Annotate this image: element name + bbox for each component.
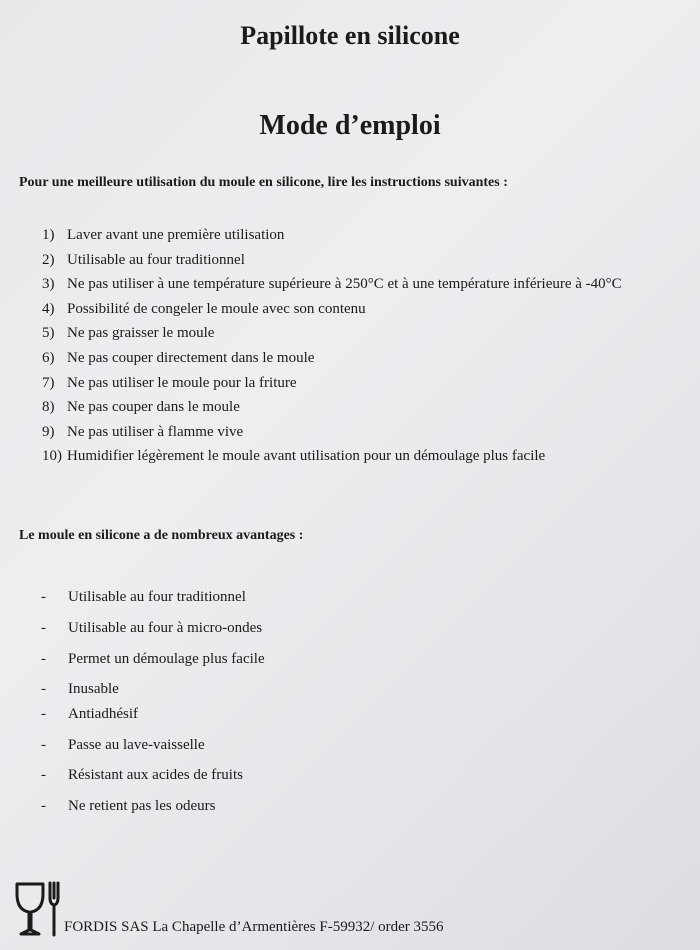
item-number: 1) — [42, 227, 55, 243]
bullet-dash: - — [41, 651, 46, 667]
item-text: Ne pas couper directement dans le moule — [67, 349, 315, 366]
item-text: Utilisable au four traditionnel — [68, 589, 246, 605]
list-item — [42, 300, 622, 325]
bullet-dash: - — [41, 737, 46, 753]
item-text: Possibilité de congeler le moule avec son contenu — [67, 300, 366, 317]
document-title: Papillote en silicone — [240, 21, 460, 50]
company-info: FORDIS SAS La Chapelle d’Armentières F-59932/ order 3556 — [64, 919, 444, 935]
list-item — [41, 680, 119, 698]
item-number: 2) — [42, 251, 55, 268]
item-text: Laver avant une première utilisation — [67, 227, 285, 243]
list-item — [42, 398, 622, 423]
advantages-heading: Le moule en silicone a de nombreux avantages : — [19, 528, 304, 543]
item-text: Antiadhésif — [68, 706, 138, 722]
list-item — [42, 251, 622, 276]
item-number: 4) — [42, 300, 55, 317]
item-number: 10) — [42, 448, 62, 465]
list-item — [41, 588, 246, 606]
item-number: 8) — [42, 399, 55, 416]
bullet-dash: - — [41, 767, 46, 783]
bullet-dash: - — [41, 681, 46, 697]
list-item — [41, 705, 138, 723]
list-item — [41, 797, 215, 815]
item-text: Ne pas utiliser à une température supérieure à 250°C et à une température inférieure à -40°C — [67, 276, 622, 293]
list-item — [42, 423, 622, 448]
item-text: Inusable — [68, 681, 119, 697]
item-text: Humidifier légèrement le moule avant utilisation pour un démoulage plus facile — [67, 448, 546, 465]
item-text: Permet un démoulage plus facile — [68, 651, 265, 667]
item-text: Ne pas utiliser le moule pour la friture — [67, 374, 297, 391]
item-text: Ne pas utiliser à flamme vive — [67, 423, 244, 440]
item-text: Utilisable au four traditionnel — [67, 251, 245, 268]
list-item — [41, 736, 205, 754]
item-number: 6) — [42, 349, 55, 366]
item-text: Ne pas graisser le moule — [67, 325, 215, 342]
list-item — [42, 349, 622, 374]
item-text: Résistant aux acides de fruits — [68, 767, 243, 783]
instructions-list — [42, 226, 622, 472]
item-number: 3) — [42, 276, 55, 293]
instructions-heading: Pour une meilleure utilisation du moule en silicone, lire les instructions suivantes : — [19, 175, 508, 190]
list-item — [42, 447, 622, 472]
item-number: 9) — [42, 423, 55, 440]
list-item — [42, 226, 622, 251]
bullet-dash: - — [41, 798, 46, 814]
item-text: Passe au lave-vaisselle — [68, 737, 205, 753]
bullet-dash: - — [41, 706, 46, 722]
list-item — [41, 650, 265, 668]
list-item — [42, 275, 622, 300]
list-item — [41, 766, 243, 784]
item-number: 5) — [42, 325, 55, 342]
item-text: Ne retient pas les odeurs — [68, 798, 216, 814]
document-subtitle: Mode d’emploi — [259, 110, 441, 141]
list-item — [42, 324, 622, 349]
list-item — [42, 374, 622, 399]
footer — [14, 878, 494, 938]
item-text: Ne pas couper dans le moule — [67, 399, 240, 416]
food-contact-glass-fork-icon — [14, 880, 64, 945]
item-text: Utilisable au four à micro-ondes — [68, 620, 263, 636]
list-item — [41, 619, 262, 637]
bullet-dash: - — [41, 589, 46, 605]
item-number: 7) — [42, 374, 55, 391]
bullet-dash: - — [41, 620, 46, 636]
